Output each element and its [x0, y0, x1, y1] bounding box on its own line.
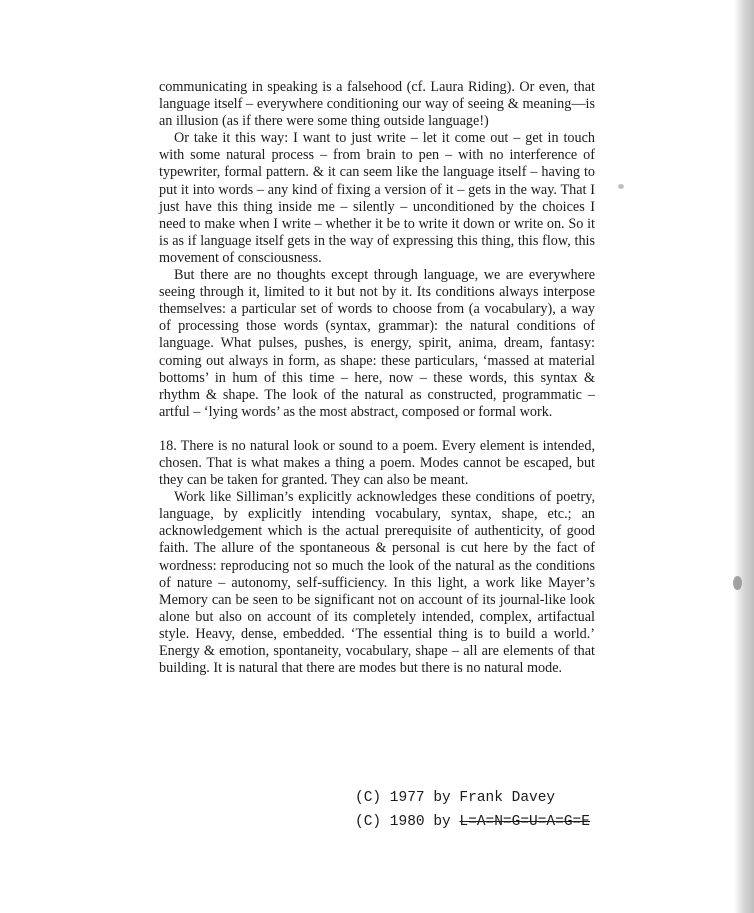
copyright-notice	[355, 786, 590, 834]
paragraph: communicating in speaking is a falsehood (cf. Laura Riding). Or even, that language itself – everywhere conditioning our way of seeing & meaning—is an illusion (as if there were some thing outside language!)	[159, 79, 595, 130]
scan-edge-shadow	[734, 0, 754, 913]
copyright-line-2	[355, 810, 590, 834]
document-page	[159, 79, 595, 677]
copyright-line-2-prefix: (C) 1980 by	[355, 814, 460, 830]
scan-speck	[733, 576, 742, 590]
scan-speck	[618, 184, 624, 189]
section-18-paragraph: 18. There is no natural look or sound to a poem. Every element is intended, chosen. That is what makes a thing a poem. Modes cannot be escaped, but they can be taken for granted. They can also be meant.	[159, 437, 595, 489]
paragraph: Work like Silliman’s explicitly acknowledges these conditions of poetry, language, by explicitly intending vocabulary, syntax, shape, etc.; an acknowledgement which is the actual prerequisite of authenticity, of good faith. The allure of the spontaneous & personal is cut here by the fact of wordness: reproducing not so much the look of the natural as the conditions of nature – autonomy, self-sufficiency. In this light, a work like Mayer’s Memory can be seen to be significant not on account of its journal-like look alone but also on account of its completely intended, complex, artifactual style. Heavy, dense, embedded. ‘The essential thing is to build a world.’ Energy & emotion, spontaneity, vocabulary, shape – all are elements of that building. It is natural that there are modes but there is no natural mode.	[159, 489, 595, 677]
copyright-line-1: (C) 1977 by Frank Davey	[355, 790, 556, 806]
paragraph: Or take it this way: I want to just write – let it come out – get in touch with some natural process – from brain to pen – with no interference of typewriter, formal pattern. & it can seem like the language itself – having to put it into words – any kind of fixing a version of it – gets in the way. That I just have this thing inside me – silently – unconditioned by the choices I need to make when I write – whether it be to write it down or write on. So it is as if language itself gets in the way of expressing this thing, this flow, this movement of consciousness.	[159, 130, 595, 266]
publisher-name: L=A=N=G=U=A=G=E	[459, 814, 590, 830]
paragraph: But there are no thoughts except through language, we are everywhere seeing through it, limited to it but not by it. Its conditions always interpose themselves: a particular set of words to choose from (a vocabulary), a way of processing those words (syntax, grammar): the natural conditions of language. What pulses, pushes, is energy, spirit, anima, dream, fantasy: coming out always in form, as shape: these particulars, ‘massed at material bottoms’ in hum of this time – here, now – these words, this syntax & rhythm & shape. The look of the natural as constructed, programmatic – artful – ‘lying words’ as the most abstract, composed or formal work.	[159, 267, 595, 420]
